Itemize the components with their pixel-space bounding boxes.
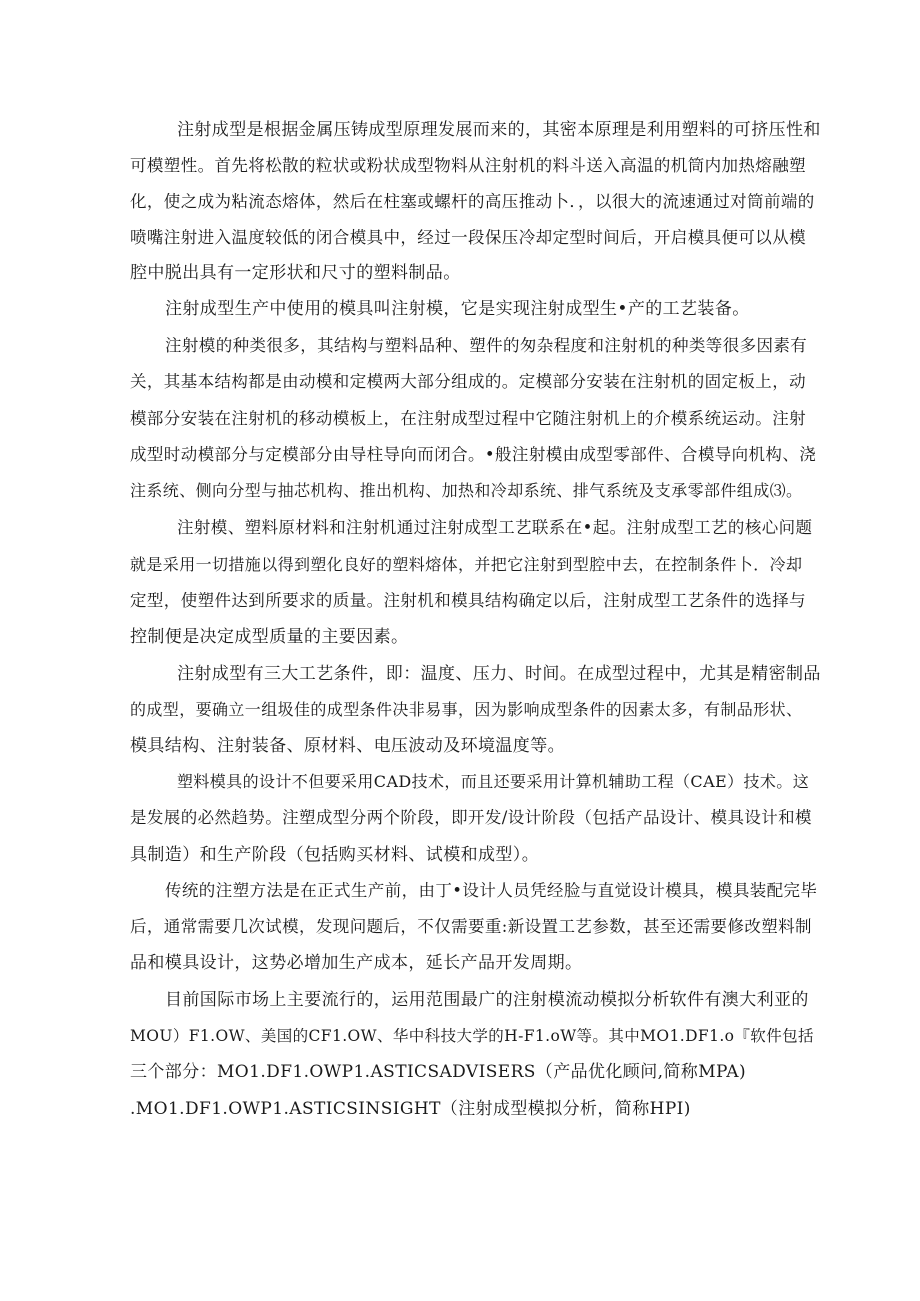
paragraph-8-line-2: MOU）F1.OW、美国的CF1.OW、华中科技大学的H-F1.oW等。其中MO1.DF1.o『软件包括 — [130, 1027, 814, 1045]
paragraph-5-line-1: 注射成型有三大工艺条件，即：温度、压力、时间。在成型过程中，尤其是精密制品 — [177, 664, 821, 684]
paragraph-1-line-2: 可模塑性。首先将松散的粒状或粉状成型物料从注射机的料斗送入高温的机筒内加热熔融塑 — [130, 156, 806, 175]
paragraph-7-line-2: 后，通常需要几次试模，发现问题后，不仅需要重:新设置工艺参数，甚至还需要修改塑料制 — [130, 917, 812, 936]
paragraph-6-line-1: 塑料模具的设计不但要采用CAD技术，而且还要采用计算机辅助工程（CAE）技术。这 — [177, 772, 810, 791]
paragraph-6-line-2: 是发展的必然趋势。注塑成型分两个阶段，即开发/设计阶段（包括产品设计、模具设计和模 — [130, 808, 812, 827]
paragraph-7-line-3: 品和模具设计，这势必增加生产成本，延长产品开发周期。 — [130, 953, 583, 973]
paragraph-1-line-1: 注射成型是根据金属压铸成型原理发展而来的，其密本原理是利用塑料的可挤压性和 — [177, 120, 821, 140]
paragraph-1-line-5: 腔中脱出具有一定形状和尺寸的塑料制品。 — [130, 263, 461, 283]
paragraph-3-line-5: 注系统、侧向分型与抽芯机构、推出机构、加热和冷却系统、排气系统及支承零部件组成⑶。 — [130, 481, 803, 500]
paragraph-1-line-4: 喷嘴注射进入温度较低的闭合模具中，经过一段保压冷却定型时间后，开启模具便可以从模 — [130, 228, 806, 247]
paragraph-3-line-3: 模部分安装在注射机的移动模板上，在注射成型过程中它随注射机上的介模系统运动。注射 — [130, 409, 806, 428]
paragraph-4-line-2: 就是采用一切措施以得到塑化良好的塑料熔体，并把它注射到型腔中去，在控制条件卜．冷却 — [130, 555, 803, 574]
paragraph-4-line-4: 控制便是决定成型质量的主要因素。 — [130, 627, 409, 647]
paragraph-6-line-3: 具制造）和生产阶段（包括购买材料、试模和成型）。 — [130, 845, 540, 865]
paragraph-3-line-4: 成型时动模部分与定模部分由导柱导向而闭合。•般注射模由成型零部件、合模导向机构、浇 — [130, 445, 817, 464]
paragraph-8-line-4: .MO1.DF1.OWP1.ASTICSINSIGHT（注射成型模拟分析，简称HPI) — [130, 1099, 691, 1119]
paragraph-2-line-1: 注射成型生产中使用的模具叫注射模，它是实现注射成型生•产的工艺装备。 — [165, 299, 750, 319]
paragraph-1-line-3: 化，使之成为粘流态熔体，然后在柱塞或螺杆的高压推动卜．，以很大的流速通过对筒前端的 — [130, 192, 815, 211]
paragraph-7-line-1: 传统的注塑方法是在正式生产前，由丁•设计人员凭经脸与直觉设计模具，模具装配完毕 — [165, 881, 818, 900]
paragraph-5-line-2: 的成型，要确立一组圾佳的成型条件决非易事，因为影响成型条件的因素太多，有制品形状、 — [130, 700, 803, 719]
paragraph-3-line-1: 注射模的种类很多，其结构与塑料品种、塑件的匆杂程度和注射机的种类等很多因素有 — [165, 336, 808, 355]
paragraph-3-line-2: 关，其基本结构都是由动模和定模两大部分组成的。定模部分安装在注射机的固定板上，动 — [130, 372, 806, 391]
paragraph-8-line-3: 三个部分：MO1.DF1.OWP1.ASTICSADVISERS（产品优化顾问,简称MPA) — [130, 1062, 747, 1082]
paragraph-4-line-1: 注射模、塑料原材料和注射机通过注射成型工艺联系在•起。注射成型工艺的核心问题 — [177, 518, 813, 537]
paragraph-8-line-1: 目前国际市场上主要流行的，运用范围最广的注射模流动模拟分析软件有澳大利亚的 — [165, 990, 809, 1010]
paragraph-5-line-3: 模具结构、注射装备、原材料、电压波动及环境温度等。 — [130, 736, 565, 756]
paragraph-4-line-3: 定型，使塑件达到所要求的质量。注射机和模具结构确定以后，注射成型工艺条件的选择与 — [130, 591, 806, 610]
